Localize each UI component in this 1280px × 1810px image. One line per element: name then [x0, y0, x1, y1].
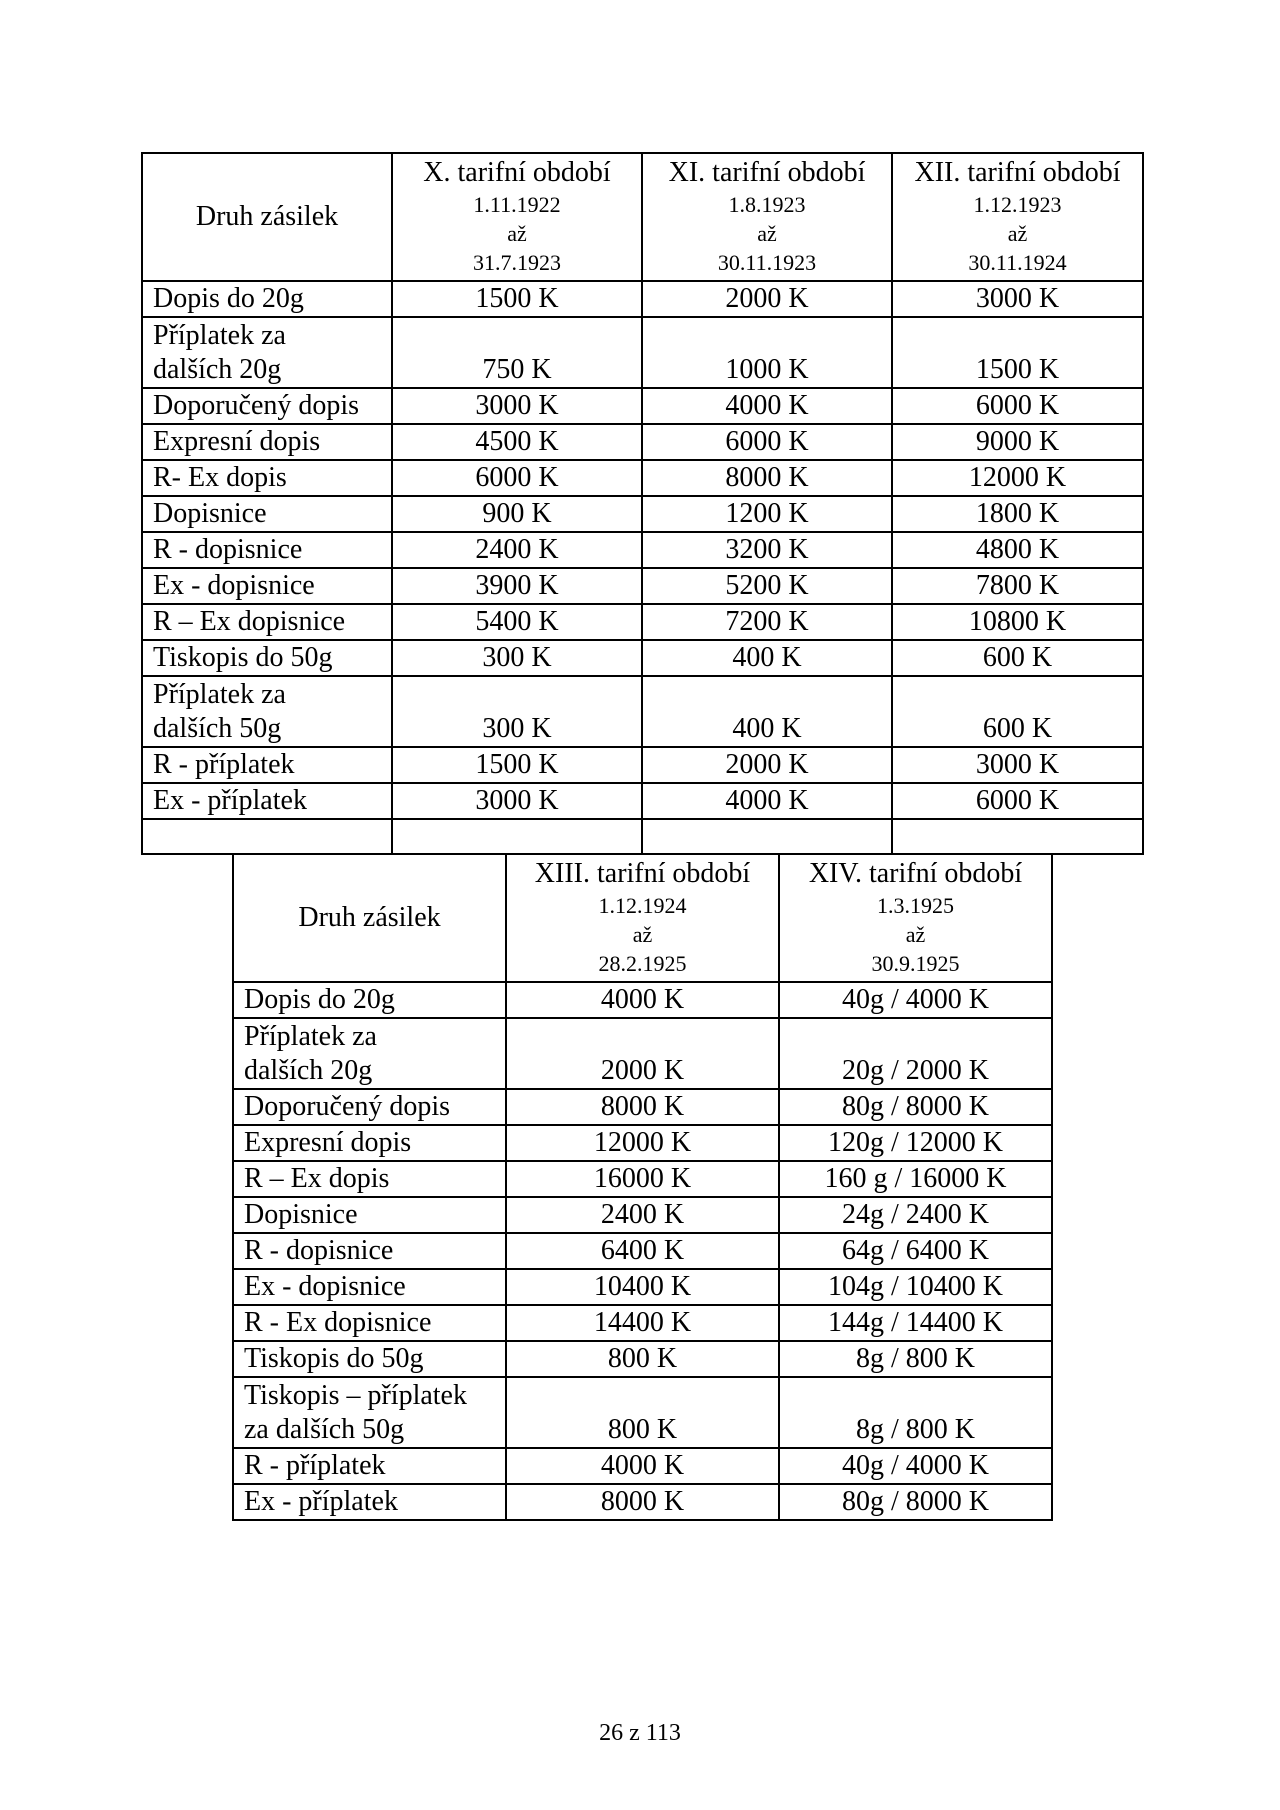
rate-cell: 8000 K: [506, 1484, 779, 1520]
item-type-label: Expresní dopis: [244, 1127, 412, 1158]
tariff-table-2: [232, 853, 1053, 1521]
table-row: [233, 982, 1052, 1018]
item-type-cell: [142, 496, 392, 532]
table-row: [233, 1305, 1052, 1341]
rate-cell: 6400 K: [506, 1233, 779, 1269]
rate-cell: 3000 K: [392, 388, 642, 424]
rate-cell: 5400 K: [392, 604, 642, 640]
rate-cell: 3900 K: [392, 568, 642, 604]
item-type-cell: [233, 1233, 506, 1269]
rate-cell: 10800 K: [892, 604, 1143, 640]
period-name: XII. tarifní období: [914, 157, 1121, 188]
rate-cell: [892, 819, 1143, 854]
period-start-date: 1.8.1923: [728, 192, 806, 217]
tariff-table-1: [141, 152, 1144, 855]
rate-cell: 2400 K: [392, 532, 642, 568]
rate-cell: 12000 K: [506, 1125, 779, 1161]
item-type-cell: [233, 1269, 506, 1305]
rate-cell: 3000 K: [892, 747, 1143, 783]
period-name: XIV. tarifní období: [808, 858, 1023, 889]
item-type-cell: [233, 982, 506, 1018]
rate-cell: 1000 K: [642, 317, 892, 388]
table-row: [142, 532, 1143, 568]
rate-cell: 800 K: [506, 1377, 779, 1448]
item-type-cell: [233, 1377, 506, 1448]
rate-cell: [392, 819, 642, 854]
item-type-label: R- Ex dopis: [153, 462, 287, 493]
rate-cell: 8g / 800 K: [779, 1377, 1052, 1448]
item-type-cell: [142, 317, 392, 388]
item-type-cell: [233, 1018, 506, 1089]
period-name: X. tarifní období: [423, 157, 611, 188]
column-header-tariff-period: [506, 854, 779, 982]
item-type-cell: [142, 604, 392, 640]
item-type-label: R – Ex dopis: [244, 1163, 390, 1194]
rate-cell: [642, 819, 892, 854]
rate-cell: 600 K: [892, 640, 1143, 676]
rate-cell: 800 K: [506, 1341, 779, 1377]
period-start-date: 1.11.1922: [473, 192, 561, 217]
period-end-date: 31.7.1923: [473, 250, 561, 275]
rate-cell: 6000 K: [642, 424, 892, 460]
rate-cell: 4000 K: [642, 783, 892, 819]
item-type-cell: [142, 532, 392, 568]
item-type-cell: [142, 640, 392, 676]
table-row: [233, 1484, 1052, 1520]
rate-cell: 750 K: [392, 317, 642, 388]
period-start-date: 1.12.1924: [598, 893, 687, 918]
rate-cell: 4500 K: [392, 424, 642, 460]
rate-cell: 4000 K: [642, 388, 892, 424]
rate-cell: 1800 K: [892, 496, 1143, 532]
period-separator: až: [1007, 221, 1028, 246]
item-type-cell: [142, 281, 392, 317]
item-type-label: Dopis do 20g: [244, 984, 395, 1015]
rate-cell: 1200 K: [642, 496, 892, 532]
item-type-cell: [142, 424, 392, 460]
item-type-label: Tiskopis – příplatek: [244, 1380, 467, 1411]
item-type-label: Příplatek za: [153, 679, 286, 710]
rate-cell: 2000 K: [642, 281, 892, 317]
table-row: [142, 496, 1143, 532]
rate-cell: 6000 K: [392, 460, 642, 496]
rate-cell: 7800 K: [892, 568, 1143, 604]
column-header-druh-zasilek: Druh zásilek: [142, 153, 392, 281]
period-name: XIII. tarifní období: [534, 858, 751, 889]
period-start-date: 1.3.1925: [877, 893, 954, 918]
rate-cell: 20g / 2000 K: [779, 1018, 1052, 1089]
item-type-label: R - příplatek: [244, 1450, 386, 1481]
item-type-label: Dopis do 20g: [153, 283, 304, 314]
rate-cell: 64g / 6400 K: [779, 1233, 1052, 1269]
table-row: [233, 1197, 1052, 1233]
period-end-date: 28.2.1925: [598, 951, 687, 976]
table-row: [142, 460, 1143, 496]
table-row: [233, 1018, 1052, 1089]
table-row: [233, 1089, 1052, 1125]
item-type-cell: [142, 388, 392, 424]
rate-cell: 8g / 800 K: [779, 1341, 1052, 1377]
item-type-label: Tiskopis do 50g: [153, 642, 333, 673]
period-name: XI. tarifní období: [668, 157, 866, 188]
column-header-tariff-period: [779, 854, 1052, 982]
rate-cell: 300 K: [392, 676, 642, 747]
item-type-label: Příplatek za: [244, 1021, 377, 1052]
item-type-label: Příplatek za: [153, 320, 286, 351]
item-type-label: dalších 20g: [244, 1055, 373, 1086]
table-row: [142, 783, 1143, 819]
period-end-date: 30.11.1924: [968, 250, 1067, 275]
rate-cell: 3000 K: [392, 783, 642, 819]
table-row: [142, 747, 1143, 783]
item-type-label: Doporučený dopis: [244, 1091, 451, 1122]
rate-cell: 1500 K: [392, 747, 642, 783]
period-end-date: 30.9.1925: [871, 951, 960, 976]
item-type-label: Tiskopis do 50g: [244, 1343, 424, 1374]
page-number: 26 z 113: [599, 1720, 681, 1746]
table-row: [142, 568, 1143, 604]
item-type-label: dalších 20g: [153, 354, 282, 385]
rate-cell: 3200 K: [642, 532, 892, 568]
table-row: [142, 317, 1143, 388]
rate-cell: 16000 K: [506, 1161, 779, 1197]
item-type-label: R – Ex dopisnice: [153, 606, 346, 637]
item-type-cell: [233, 1305, 506, 1341]
rate-cell: 12000 K: [892, 460, 1143, 496]
table-row: [233, 1448, 1052, 1484]
period-end-date: 30.11.1923: [717, 250, 817, 275]
item-type-label: R - Ex dopisnice: [244, 1307, 432, 1338]
rate-cell: 9000 K: [892, 424, 1143, 460]
rate-cell: 900 K: [392, 496, 642, 532]
rate-cell: 600 K: [892, 676, 1143, 747]
rate-cell: 10400 K: [506, 1269, 779, 1305]
column-header-tariff-period: [642, 153, 892, 281]
item-type-label: za dalších 50g: [244, 1414, 405, 1445]
period-separator: až: [632, 922, 653, 947]
rate-cell: 3000 K: [892, 281, 1143, 317]
item-type-cell: [233, 1448, 506, 1484]
item-type-label: Ex - dopisnice: [244, 1271, 406, 1302]
item-type-label: dalších 50g: [153, 713, 282, 744]
item-type-label: R - příplatek: [153, 749, 295, 780]
table-row: [142, 424, 1143, 460]
table-row: [142, 604, 1143, 640]
rate-cell: 5200 K: [642, 568, 892, 604]
item-type-label: Ex - příplatek: [153, 785, 307, 816]
rate-cell: 2000 K: [506, 1018, 779, 1089]
table-row: [233, 1377, 1052, 1448]
rate-cell: 144g / 14400 K: [779, 1305, 1052, 1341]
item-type-label: Ex - příplatek: [244, 1486, 398, 1517]
rate-cell: 80g / 8000 K: [779, 1089, 1052, 1125]
rate-cell: 400 K: [642, 640, 892, 676]
table-row: [233, 1125, 1052, 1161]
rate-cell: 24g / 2400 K: [779, 1197, 1052, 1233]
period-separator: až: [905, 922, 926, 947]
item-type-cell: [142, 568, 392, 604]
period-start-date: 1.12.1923: [973, 192, 1062, 217]
column-header-tariff-period: [892, 153, 1143, 281]
item-type-label: Doporučený dopis: [153, 390, 360, 421]
rate-cell: 7200 K: [642, 604, 892, 640]
rate-cell: 160 g / 16000 K: [779, 1161, 1052, 1197]
column-header-druh-zasilek: Druh zásilek: [233, 854, 506, 982]
item-type-cell: [142, 819, 392, 854]
rate-cell: 6000 K: [892, 783, 1143, 819]
table-row: [142, 819, 1143, 854]
rate-cell: 8000 K: [506, 1089, 779, 1125]
rate-cell: 40g / 4000 K: [779, 982, 1052, 1018]
header-row: [142, 153, 1143, 281]
item-type-cell: [142, 747, 392, 783]
item-type-cell: [233, 1125, 506, 1161]
item-type-label: Ex - dopisnice: [153, 570, 315, 601]
rate-cell: 400 K: [642, 676, 892, 747]
item-type-cell: [233, 1484, 506, 1520]
item-type-label: Dopisnice: [244, 1199, 358, 1230]
table-row: [142, 676, 1143, 747]
table-row: [142, 640, 1143, 676]
item-type-cell: [142, 783, 392, 819]
rate-cell: 14400 K: [506, 1305, 779, 1341]
item-type-cell: [233, 1341, 506, 1377]
period-separator: až: [507, 221, 527, 246]
table-row: [233, 1233, 1052, 1269]
rate-cell: 4800 K: [892, 532, 1143, 568]
table-row: [233, 1161, 1052, 1197]
table-row: [142, 388, 1143, 424]
table-row: [233, 1341, 1052, 1377]
item-type-cell: [233, 1197, 506, 1233]
item-type-label: Expresní dopis: [153, 426, 321, 457]
rate-cell: 1500 K: [892, 317, 1143, 388]
period-separator: až: [757, 221, 777, 246]
rate-cell: 8000 K: [642, 460, 892, 496]
rate-cell: 4000 K: [506, 982, 779, 1018]
rate-cell: 300 K: [392, 640, 642, 676]
table-row: [233, 1269, 1052, 1305]
item-type-cell: [142, 460, 392, 496]
rate-cell: 120g / 12000 K: [779, 1125, 1052, 1161]
item-type-label: R - dopisnice: [244, 1235, 394, 1266]
rate-cell: 40g / 4000 K: [779, 1448, 1052, 1484]
rate-cell: 1500 K: [392, 281, 642, 317]
rate-cell: 2400 K: [506, 1197, 779, 1233]
item-type-cell: [142, 676, 392, 747]
rate-cell: 6000 K: [892, 388, 1143, 424]
rate-cell: 104g / 10400 K: [779, 1269, 1052, 1305]
table-row: [142, 281, 1143, 317]
item-type-label: R - dopisnice: [153, 534, 303, 565]
item-type-label: Dopisnice: [153, 498, 267, 529]
header-row: [233, 854, 1052, 982]
rate-cell: 4000 K: [506, 1448, 779, 1484]
column-header-tariff-period: [392, 153, 642, 281]
rate-cell: 2000 K: [642, 747, 892, 783]
rate-cell: 80g / 8000 K: [779, 1484, 1052, 1520]
item-type-cell: [233, 1161, 506, 1197]
item-type-cell: [233, 1089, 506, 1125]
